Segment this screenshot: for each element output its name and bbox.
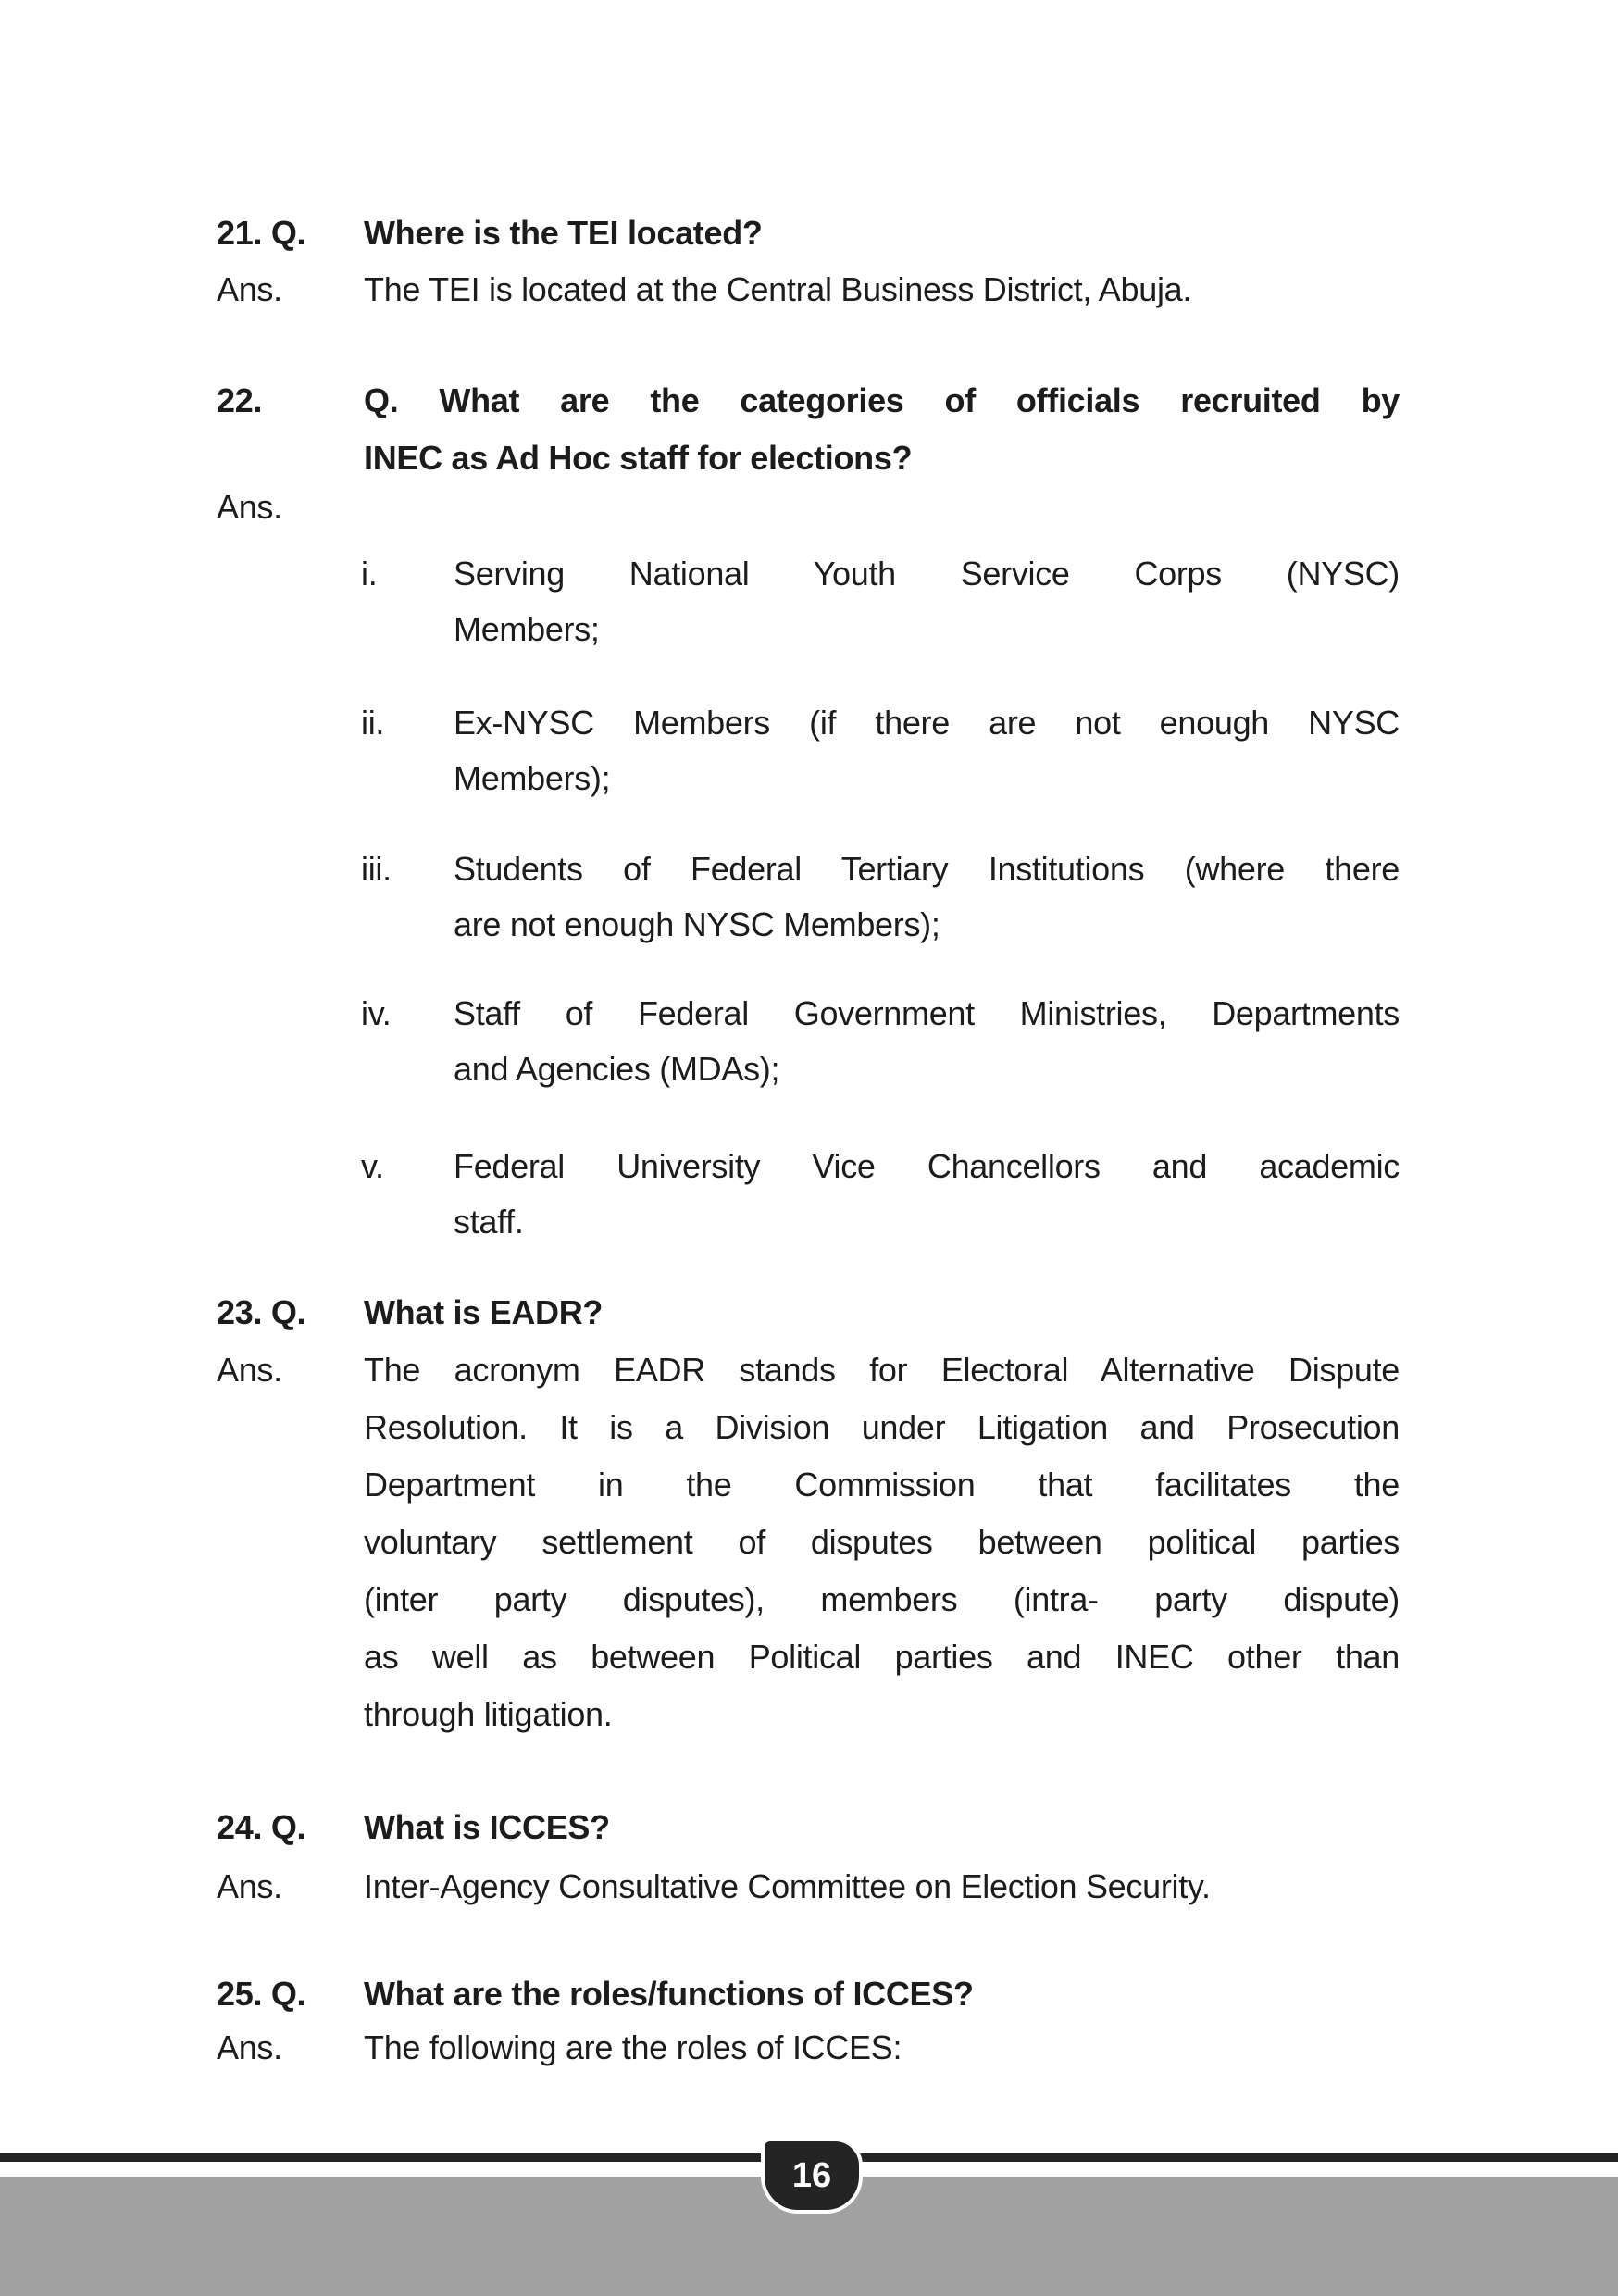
page-number-badge [761,2138,863,2214]
list-text-line: are not enough NYSC Members); [454,905,940,943]
answer-text-line: The acronym EADR stands for Electoral Alternative Dispute [364,1351,1400,1389]
question-text-line: What are the roles/functions of ICCES? [364,1975,974,2013]
question-item-21 [217,205,1400,262]
question-number: 21. Q. [217,214,306,252]
answer-item-23 [217,1341,1400,1743]
answer-item-22 [217,479,1400,536]
answer-label: Ans. [217,270,282,308]
list-item [361,842,1400,953]
list-text-line: Ex-NYSC Members (if there are not enough NYSC [454,704,1400,742]
question-item-22 [217,372,1400,487]
question-text-line: What is EADR? [364,1293,604,1331]
list-text-line: Members); [454,759,611,797]
answer-text-line: The TEI is located at the Central Business District, Abuja. [364,270,1192,308]
question-item-23 [217,1284,1400,1341]
list-text-line: Federal University Vice Chancellors and academic [454,1147,1400,1185]
question-number: 25. Q. [217,1975,306,2013]
list-item [361,986,1400,1097]
list-marker: iii. [361,850,392,888]
list-item [361,546,1400,657]
list-marker: iv. [361,994,392,1032]
list-text-line: Serving National Youth Service Corps (NYSC) [454,555,1400,593]
question-item-24 [217,1799,1400,1856]
answer-label: Ans. [217,488,282,526]
list-text-line: staff. [454,1203,524,1241]
answer-text-line: Inter-Agency Consultative Committee on Election Security. [364,1867,1211,1905]
answer-text-line: Department in the Commission that facilitates the [364,1466,1400,1504]
question-number: 23. Q. [217,1293,306,1331]
question-text-line: Where is the TEI located? [364,214,763,252]
answer-item-25 [217,2019,1400,2077]
question-number: 22. [217,381,263,419]
list-marker: v. [361,1147,384,1185]
answer-text-line: through litigation. [364,1695,613,1733]
answer-text-line: as well as between Political parties and INEC other than [364,1638,1400,1676]
answer-item-24 [217,1858,1400,1915]
list-marker: ii. [361,704,385,742]
answer-text-line: Resolution. It is a Division under Litigation and Prosecution [364,1408,1400,1446]
question-text-line: What is ICCES? [364,1808,610,1846]
answer-item-21 [217,261,1400,318]
answer-text-line: voluntary settlement of disputes between political parties [364,1523,1400,1561]
question-number: 24. Q. [217,1808,306,1846]
question-text-line: Q. What are the categories of officials recruited by [364,381,1400,419]
answer-label: Ans. [217,2028,282,2066]
list-item [361,695,1400,806]
answer-label: Ans. [217,1351,282,1389]
list-text-line: Members; [454,610,600,648]
answer-label: Ans. [217,1867,282,1905]
list-marker: i. [361,555,378,593]
list-text-line: and Agencies (MDAs); [454,1050,780,1088]
answer-text-line: The following are the roles of ICCES: [364,2028,902,2066]
answer-text-line: (inter party disputes), members (intra- party dispute) [364,1580,1400,1618]
list-item [361,1139,1400,1250]
page-number: 16 [791,2155,832,2195]
question-text-line: INEC as Ad Hoc staff for elections? [364,439,913,477]
list-text-line: Students of Federal Tertiary Institutions (where there [454,850,1400,888]
question-item-25 [217,1965,1400,2023]
list-text-line: Staff of Federal Government Ministries, Departments [454,994,1400,1032]
